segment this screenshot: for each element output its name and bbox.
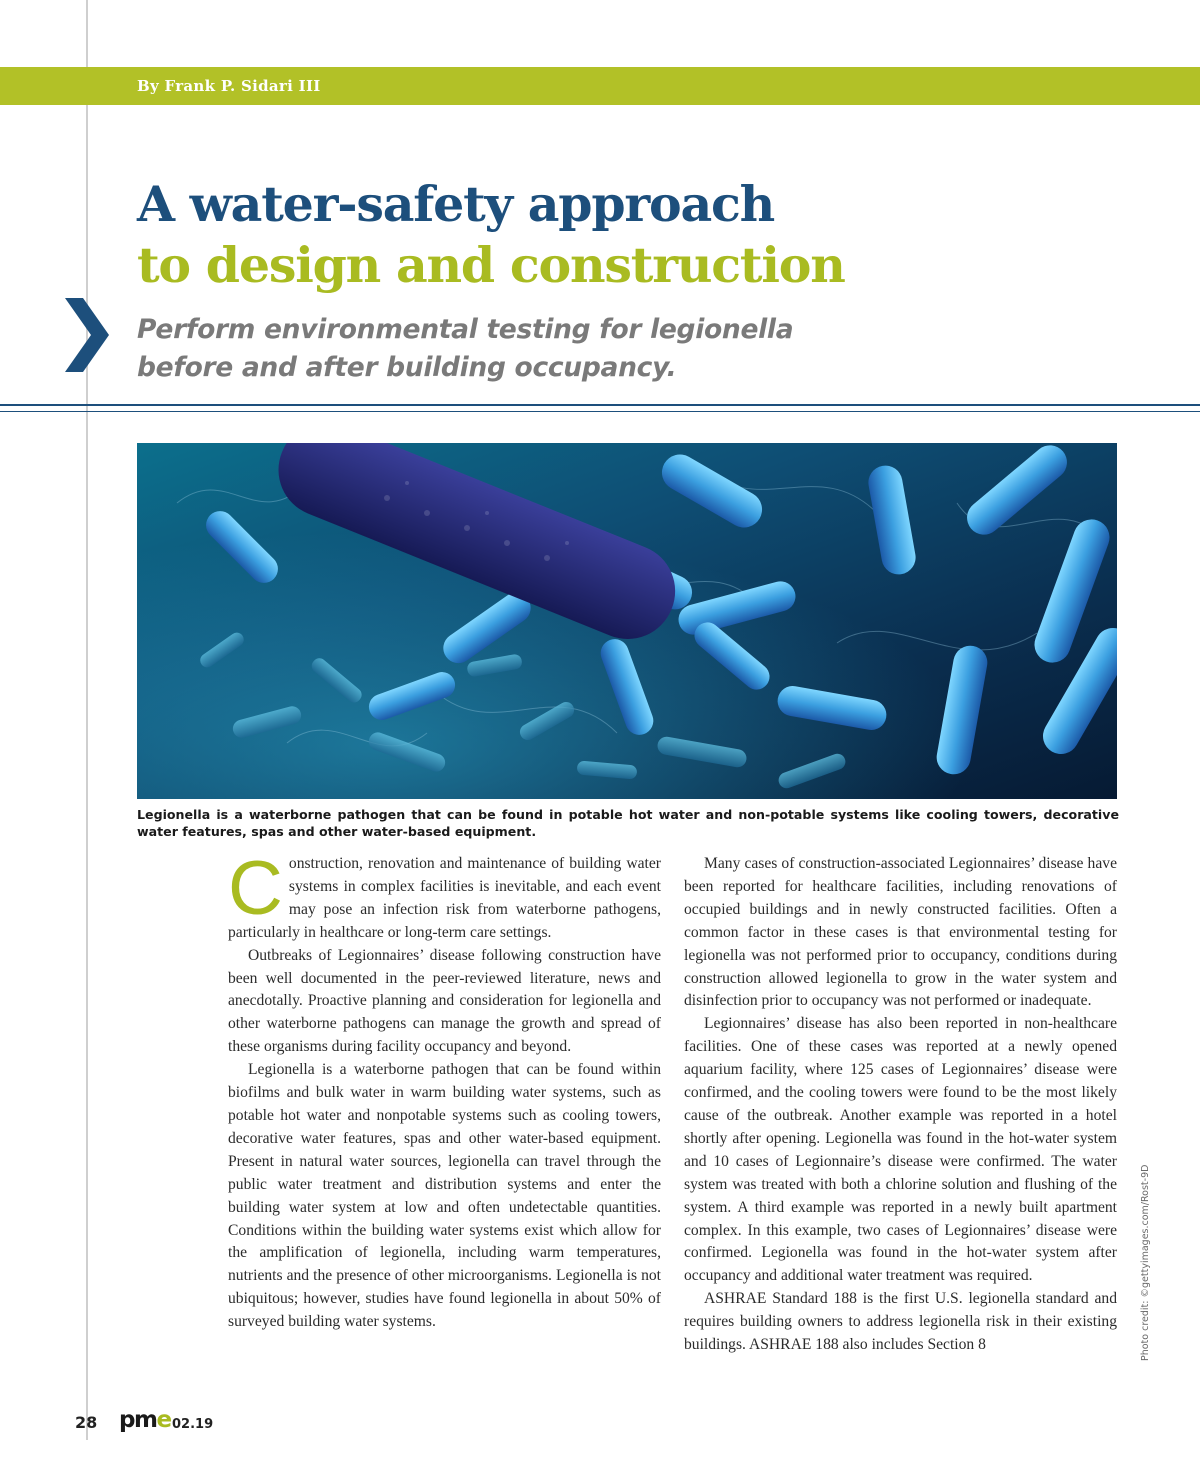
- photo-credit: Photo credit: ©gettyimages.com/Rost-9D: [1140, 1164, 1151, 1361]
- body-column-left: [228, 846, 661, 1334]
- magazine-logo: pme: [119, 1407, 171, 1433]
- body-paragraph: Legionnaires’ disease has also been reported in non-healthcare facilities. One of these cases was reported at a newly opened aquarium facility, where 125 cases of Legionnaires’ disease were confirmed, and the cooling towers were found to be the most likely cause of the outbreak. Another example was reported in a hotel shortly after opening. Legionella was found in the hot-water system and 10 cases of Legionnaire’s disease were confirmed. The water system was treated with both a chlorine solution and flushing of the system. A third example was reported in a newly built apartment complex. In this example, two cases of Legionnaires’ disease were confirmed. Legionella was found in the hot-water system after occupancy and additional water treatment was required.: [684, 1015, 1117, 1285]
- bacteria-illustration-image: [137, 443, 1117, 799]
- headline-line-2: to design and construction: [137, 236, 845, 294]
- body-paragraph: Legionella is a waterborne pathogen that can be found within biofilms and bulk water in warm building water systems, such as potable hot water and nonpotable systems such as cooling towers, decorative water features, spas and other water-based equipment. Present in natural water sources, legionella can travel through the public water treatment and distribution systems and enter the building water system at low and often undetectable quantities. Conditions within the building water systems exist which allow for the amplification of legionella, including warm temperatures, nutrients and the presence of other microorganisms. Legionella is not ubiquitous; however, studies have found legionella in about 50% of surveyed building water systems.: [228, 1061, 661, 1331]
- issue-date: 02.19: [172, 1417, 214, 1432]
- byline: By Frank P. Sidari III: [137, 77, 321, 95]
- drop-cap: C: [228, 846, 283, 931]
- margin-rule: [86, 0, 88, 1440]
- section-rule-bottom: [0, 411, 1200, 412]
- body-paragraph: ASHRAE Standard 188 is the first U.S. legionella standard and requires building owners to address legionella risk in their existing buildings. ASHRAE 188 also includes Section 8: [684, 1290, 1117, 1354]
- byline-bar: [0, 67, 1200, 105]
- body-paragraph: Many cases of construction-associated Legionnaires’ disease have been reported for healthcare facilities, including renovations of occupied buildings and in newly constructed facilities. Often a common factor in these cases is that environmental testing for legionella was not performed prior to occupancy, conditions during construction allowed legionella to grow in the water system and disinfection prior to occupancy was not performed or inadequate.: [684, 855, 1117, 1010]
- page-number: 28: [75, 1413, 98, 1432]
- deck-subtitle: [137, 311, 793, 387]
- photo-caption: Legionella is a waterborne pathogen that can be found in potable hot water and non-potable systems like cooling towers, decorative water features, spas and other water-based equipment.: [137, 807, 1119, 839]
- section-rule-top: [0, 404, 1200, 406]
- deck-line-2: before and after building occupancy.: [137, 352, 677, 383]
- body-paragraph: Outbreaks of Legionnaires’ disease following construction have been well documented in the peer-reviewed literature, news and anecdotally. Proactive planning and consideration for legionella and other waterborne pathogens can manage the growth and spread of these organisms during facility occupancy and beyond.: [228, 946, 661, 1056]
- body-column-right: [684, 853, 1117, 1357]
- body-paragraph: Construction, renovation and maintenance of building water systems in complex facilities is inevitable, and each event may pose an infection risk from waterborne pathogens, particularly in healthcare or long-term care settings.: [228, 846, 661, 941]
- headline-line-1: A water-safety approach: [137, 175, 775, 233]
- deck-line-1: Perform environmental testing for legionella: [137, 314, 794, 345]
- chevron-right-icon: [63, 298, 109, 372]
